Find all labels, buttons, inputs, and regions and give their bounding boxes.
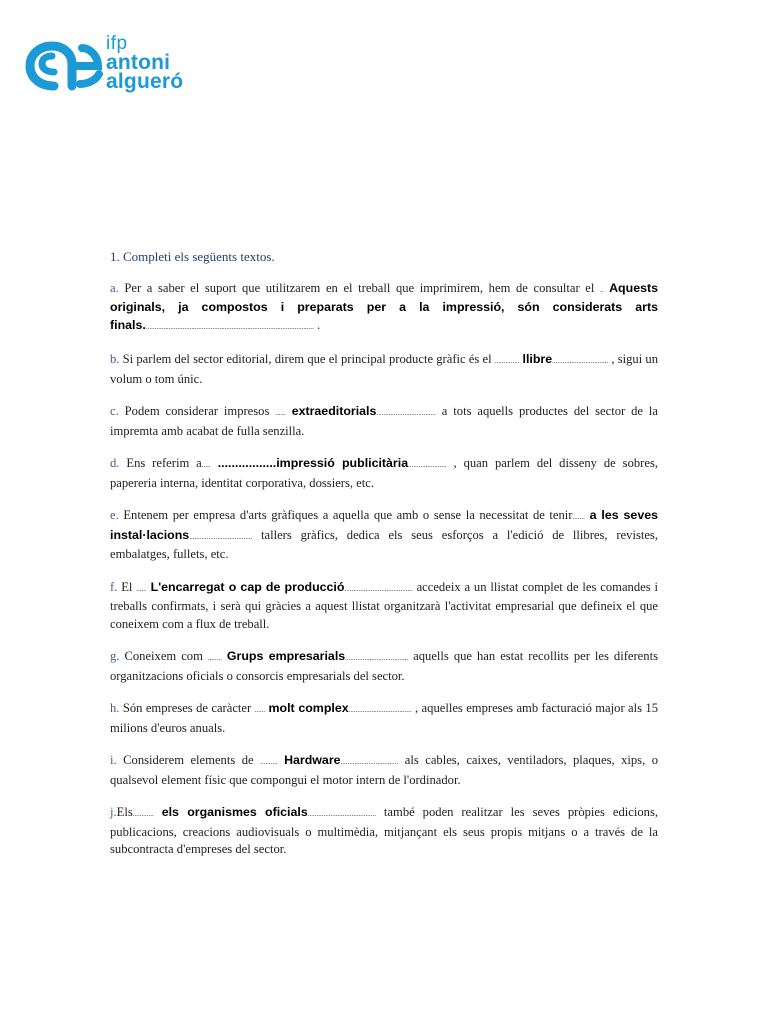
answer-text[interactable]: L'encarregat o cap de producció (150, 579, 345, 594)
answer-text[interactable]: .................impressió publicitària (210, 456, 409, 470)
item-text: tallers gràfics, dedica els seus esforços a l'edició de llibres, revistes, embalatges, fullets, etc. (110, 527, 658, 561)
item-text: Els (116, 805, 133, 819)
blank-dots: .......... (260, 758, 278, 766)
item-text: El (117, 579, 137, 594)
exercise-heading: 1. Completi els següents textos. (110, 249, 275, 264)
answer-text[interactable]: Grups empresarials (226, 649, 346, 663)
item-text: Entenem per empresa d'arts gràfiques a aquella que amb o sense la necessitat de tenir (118, 508, 573, 522)
exercise-content (110, 248, 658, 874)
item-letter: d. (110, 456, 120, 470)
item-text: als cables, caixes, ventiladors, plaques, xips, o qualsevol element físic que compongui el motor intern de l'ordinador. (110, 753, 659, 787)
item-letter: g. (110, 649, 120, 663)
exercise-item-b (110, 351, 658, 388)
blank-dots: .................................... (189, 532, 253, 541)
item-letter: h. (110, 701, 120, 715)
item-text: Són empreses de caràcter (119, 701, 255, 715)
blank-dots: .................................... (345, 654, 409, 662)
logo-wordmark (106, 34, 183, 91)
item-letter: c. (110, 404, 119, 418)
exercise-item-e (110, 507, 658, 564)
item-text: Considerem elements de (116, 753, 261, 767)
exercise-item-f (110, 579, 658, 634)
blank-dots: ....................................... (344, 584, 413, 593)
exercise-item-j (110, 804, 658, 859)
exercise-item-d (110, 455, 658, 492)
blank-dots: ...... (254, 706, 266, 714)
blank-dots: ....... (572, 513, 585, 521)
blank-dots: ...... (136, 584, 147, 593)
blank-dots: ...... (275, 409, 286, 417)
blank-dots: .................................. (376, 409, 436, 417)
item-letter: f. (110, 579, 118, 594)
answer-text[interactable]: Hardware (284, 753, 341, 767)
item-text: Coneixem com (119, 649, 208, 663)
item-letter: j. (110, 805, 117, 819)
exercise-item-h (110, 700, 658, 737)
answer-text[interactable]: molt complex (268, 701, 349, 715)
item-text: Si parlem del sector editorial, direm que el principal producte gràfic és el (119, 352, 495, 366)
item-text: . (313, 317, 321, 332)
item-text: aquells que han estat recollits per les diferents organitzacions oficials o consorcis empresarials del sector. (110, 649, 658, 683)
logo-line1: antoni (106, 51, 171, 74)
item-text: Ens referim a (119, 456, 202, 470)
exercise-item-g (110, 648, 658, 685)
item-text: també poden realitzar les seves pròpies edicions, publicacions, creacions audiovisuals o multimèdia, mitjançant els seus propis mitjans o a través de la subcontracta d'empreses del sector. (110, 805, 658, 856)
answer-text[interactable]: a les seves instal·lacions (110, 508, 658, 542)
blank-dots: .............. (494, 357, 520, 365)
blank-dots: ................................. (340, 758, 399, 766)
item-text: accedeix a un llistat complet de les comandes i treballs confirmats, i serà qui gràcies a aquest llistat organitzarà l'activitat empresarial que defineix el que coneixem com a flux de treball. (110, 579, 658, 631)
logo-ifp: ifp (106, 33, 128, 54)
answer-text[interactable]: extraeditorials (291, 404, 377, 418)
answer-text[interactable]: els organismes oficials (161, 805, 308, 819)
blank-dots: ................................ (552, 357, 609, 365)
blank-dots: ............ (132, 810, 154, 818)
item-letter: b. (110, 352, 120, 366)
item-text: , quan parlem del disseny de sobres, papereria interna, identitat corporativa, dossiers, etc. (110, 456, 659, 490)
exercise-item-i (110, 752, 658, 789)
item-text: Per a saber el suport que utilitzarem en el treball que imprimirem, hem de consultar el (118, 280, 600, 295)
logo-line2: algueró (106, 70, 184, 93)
item-text: a tots aquells productes del sector de la impremta amb acabat de fulla senzilla. (110, 404, 658, 438)
answer-text[interactable]: Aquests originals, ja compostos i preparats per a la impressió, són considerats arts finals. (110, 280, 658, 332)
item-letter: e. (110, 508, 119, 522)
blank-dots: ...................... (408, 461, 447, 469)
ae-logo-icon (24, 36, 104, 94)
item-text: , aquelles empreses amb facturació major als 15 milions d'euros anuals. (110, 701, 659, 735)
blank-dots: ....................................... (307, 810, 376, 818)
blank-dots: ........ (207, 654, 222, 662)
institution-logo (24, 32, 204, 96)
exercise-item-c (110, 403, 658, 440)
item-text: Podem considerar impresos (118, 404, 276, 418)
answer-text[interactable]: llibre (522, 352, 553, 366)
item-letter: a. (110, 280, 119, 295)
exercise-item-a (110, 280, 658, 337)
blank-dots: ..... (201, 461, 211, 469)
blank-dots: .. (599, 285, 604, 294)
item-letter: i. (110, 753, 117, 767)
blank-dots: .................................... (348, 706, 412, 714)
item-text: , sigui un volum o tom únic. (110, 352, 658, 386)
blank-dots: ................................................................................................ (145, 322, 314, 331)
